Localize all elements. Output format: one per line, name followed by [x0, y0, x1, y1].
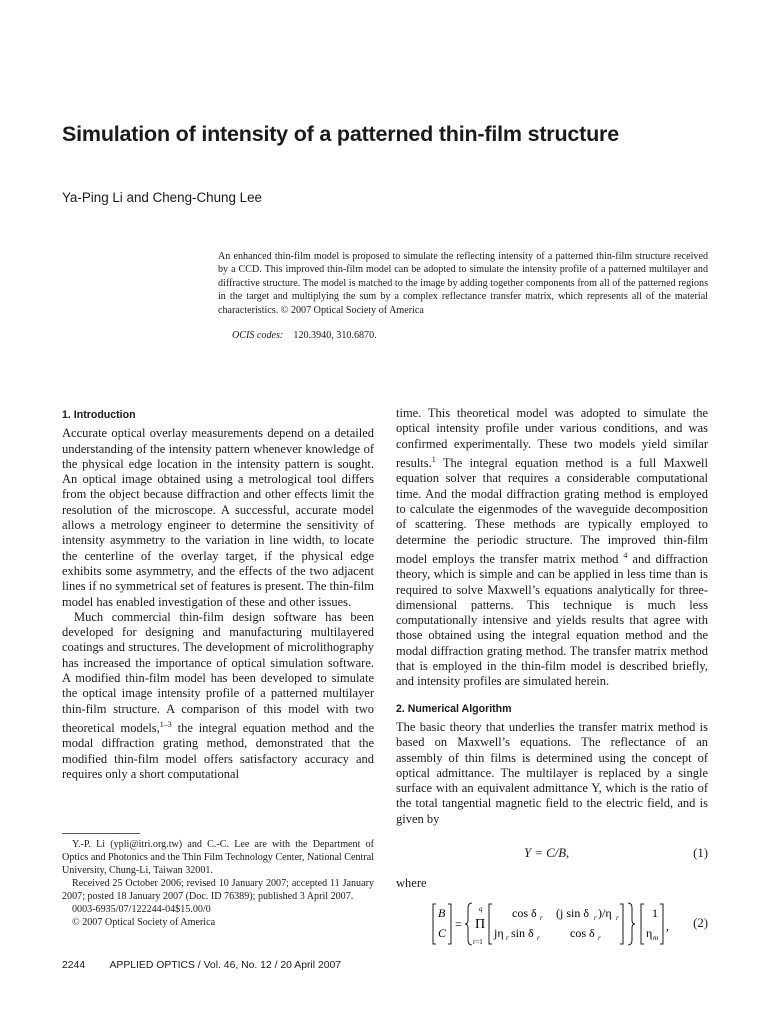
right-column [396, 406, 708, 827]
svg-text:C: C [438, 926, 447, 940]
citation-ref: 1–3 [159, 719, 172, 729]
left-column [62, 406, 374, 782]
svg-text:cos δ: cos δ [570, 926, 595, 940]
equation-1 [396, 846, 708, 864]
svg-text:r: r [537, 934, 540, 942]
section-heading-introduction: 1. Introduction [62, 409, 136, 421]
svg-text:jη: jη [494, 926, 504, 940]
svg-text:η: η [646, 926, 653, 940]
svg-text:cos δ: cos δ [512, 906, 537, 920]
intro-p3-text-b: The integral equation method is a full Maxwell equation solver that requires a considerable computational time. And the modal diffraction grating method is employed to calculate the eigenmodes of the waveguide decomposition of scattering. These methods are typically employed to determine the periodic structure. The improved thin-film model employs the transfer matrix method [396, 456, 708, 566]
svg-text:r: r [594, 914, 597, 922]
ocis-values: 120.3940, 310.6870. [293, 330, 377, 341]
intro-paragraph-1: Accurate optical overlay measurements depend on a detailed understanding of the intensity pattern whenever knowledge of the physical edge location in the intensity pattern is sought. An optical image obtained using a metrological tool differs from the object because diffraction and other effects limit the resolution of the microscope. A successful, accurate model allows a metrology engineer to determine the sensitivity of intensity asymmetry to the variation in line width, to locate the centerline of the overlay target, if the physical edge exhibits some asymmetry, and the effects of the two adjacent lines if no symmetrical set of features is present. The thin-film model has enabled investigation of these and other issues. [62, 426, 374, 609]
intro-p3-text-c: and diffraction theory, which is simple and can be applied in less time than is required to solve Maxwell’s equations analytically for three-dimensional patterns. This technique is much less computationally intensive and yields results that agree with those obtained using the integral equation method and the modal diffraction grating method. The transfer matrix method that is employed in the thin-film model is described briefly, and intensity profiles are simulated herein. [396, 551, 708, 689]
equation-1-expression: Y = C/B, [524, 846, 570, 860]
svg-text:q: q [479, 905, 483, 913]
ocis-codes [232, 330, 377, 341]
author-list: Ya-Ping Li and Cheng-Chung Lee [62, 190, 263, 205]
svg-text:Π: Π [475, 917, 486, 932]
footnote-copyright: © 2007 Optical Society of America [72, 917, 216, 928]
svg-text:)/η: )/η [598, 906, 612, 920]
page-footer [62, 960, 341, 971]
footnotes [62, 838, 374, 929]
abstract: An enhanced thin-film model is proposed to simulate the reflecting intensity of a patterned thin-film structure received by a CCD. This improved thin-film model can be adopted to simulate the intensity profile of a patterned multilayer and diffractive structure. The model is matched to the image by adding together components from all of the patterned regions in the target and multiplying the sum by a complex reflectance transfer matrix, which represents all of the material characteristics. © 2007 Optical Society of America [218, 251, 708, 316]
svg-text:r: r [616, 914, 619, 922]
svg-text:r: r [506, 934, 509, 942]
intro-paragraph-3 [396, 406, 708, 690]
citation-ref: 1 [431, 454, 436, 464]
footnote-affiliation: Y.-P. Li (ypli@itri.org.tw) and C.-C. Lee are with the Department of Optics and Photonics and the Thin Film Technology Center, National Central University, Chung-Li, Taiwan 32001. [62, 839, 374, 876]
ocis-label: OCIS codes: [232, 330, 284, 341]
footnote-divider [62, 833, 140, 834]
where-text: where [396, 876, 427, 890]
intro-paragraph-2 [62, 610, 374, 782]
section-heading-numerical-algorithm: 2. Numerical Algorithm [396, 702, 512, 715]
footnote-dates: Received 25 October 2006; revised 10 January 2007; accepted 11 January 2007; posted 18 January 2007 (Doc. ID 76389); published 3 April 2007. [62, 878, 374, 902]
svg-text:r=1: r=1 [473, 938, 483, 946]
algorithm-paragraph-1: The basic theory that underlies the transfer matrix method is based on Maxwell’s equations. The reflectance of an assembly of thin films is determined using the concept of optical admittance. The multilayer is replaced by a single surface with an equivalent admittance Y, which is the ratio of the total tangential magnetic field to the electric field, and is given by [396, 719, 708, 826]
citation-ref: 4 [623, 550, 628, 560]
svg-text:m: m [653, 934, 659, 942]
svg-text:r: r [540, 914, 543, 922]
page-number: 2244 [62, 960, 86, 971]
journal-citation: APPLIED OPTICS / Vol. 46, No. 12 / 20 April 2007 [109, 960, 342, 971]
svg-text:=: = [455, 917, 462, 931]
equation-2-number: (2) [693, 916, 708, 930]
equation-2-matrix [432, 900, 690, 948]
svg-text:,: , [666, 919, 669, 933]
svg-text:(j sin δ: (j sin δ [556, 906, 589, 920]
intro-p3-text-a: time. This theoretical model was adopted to simulate the optical intensity profile under various conditions, and was confirmed experimentally. These two models yield similar results. [396, 406, 708, 471]
equation-2 [396, 900, 708, 948]
svg-text:B: B [438, 906, 446, 920]
svg-text:r: r [598, 934, 601, 942]
intro-p2-text-a: Much commercial thin-film design software has been developed for designing and manufacturing multilayered coatings and structures. The development of microlithography has increased the importance of optical simulation software. A modified thin-film model has been developed to simulate the optical image intensity profile of a patterned multilayer thin-film structure. A comparison of this model with two theoretical models, [62, 609, 374, 736]
svg-text:1: 1 [652, 906, 658, 920]
equation-1-number: (1) [693, 846, 708, 860]
intro-p2-text-b: the integral equation method and the modal diffraction grating method, demonstrated that the modified thin-film model offers satisfactory accuracy and requires only a short computational [62, 721, 374, 781]
svg-text:sin δ: sin δ [511, 926, 534, 940]
footnote-issn: 0003-6935/07/122244-04$15.00/0 [72, 904, 211, 915]
paper-title: Simulation of intensity of a patterned thin-film structure [62, 122, 619, 146]
